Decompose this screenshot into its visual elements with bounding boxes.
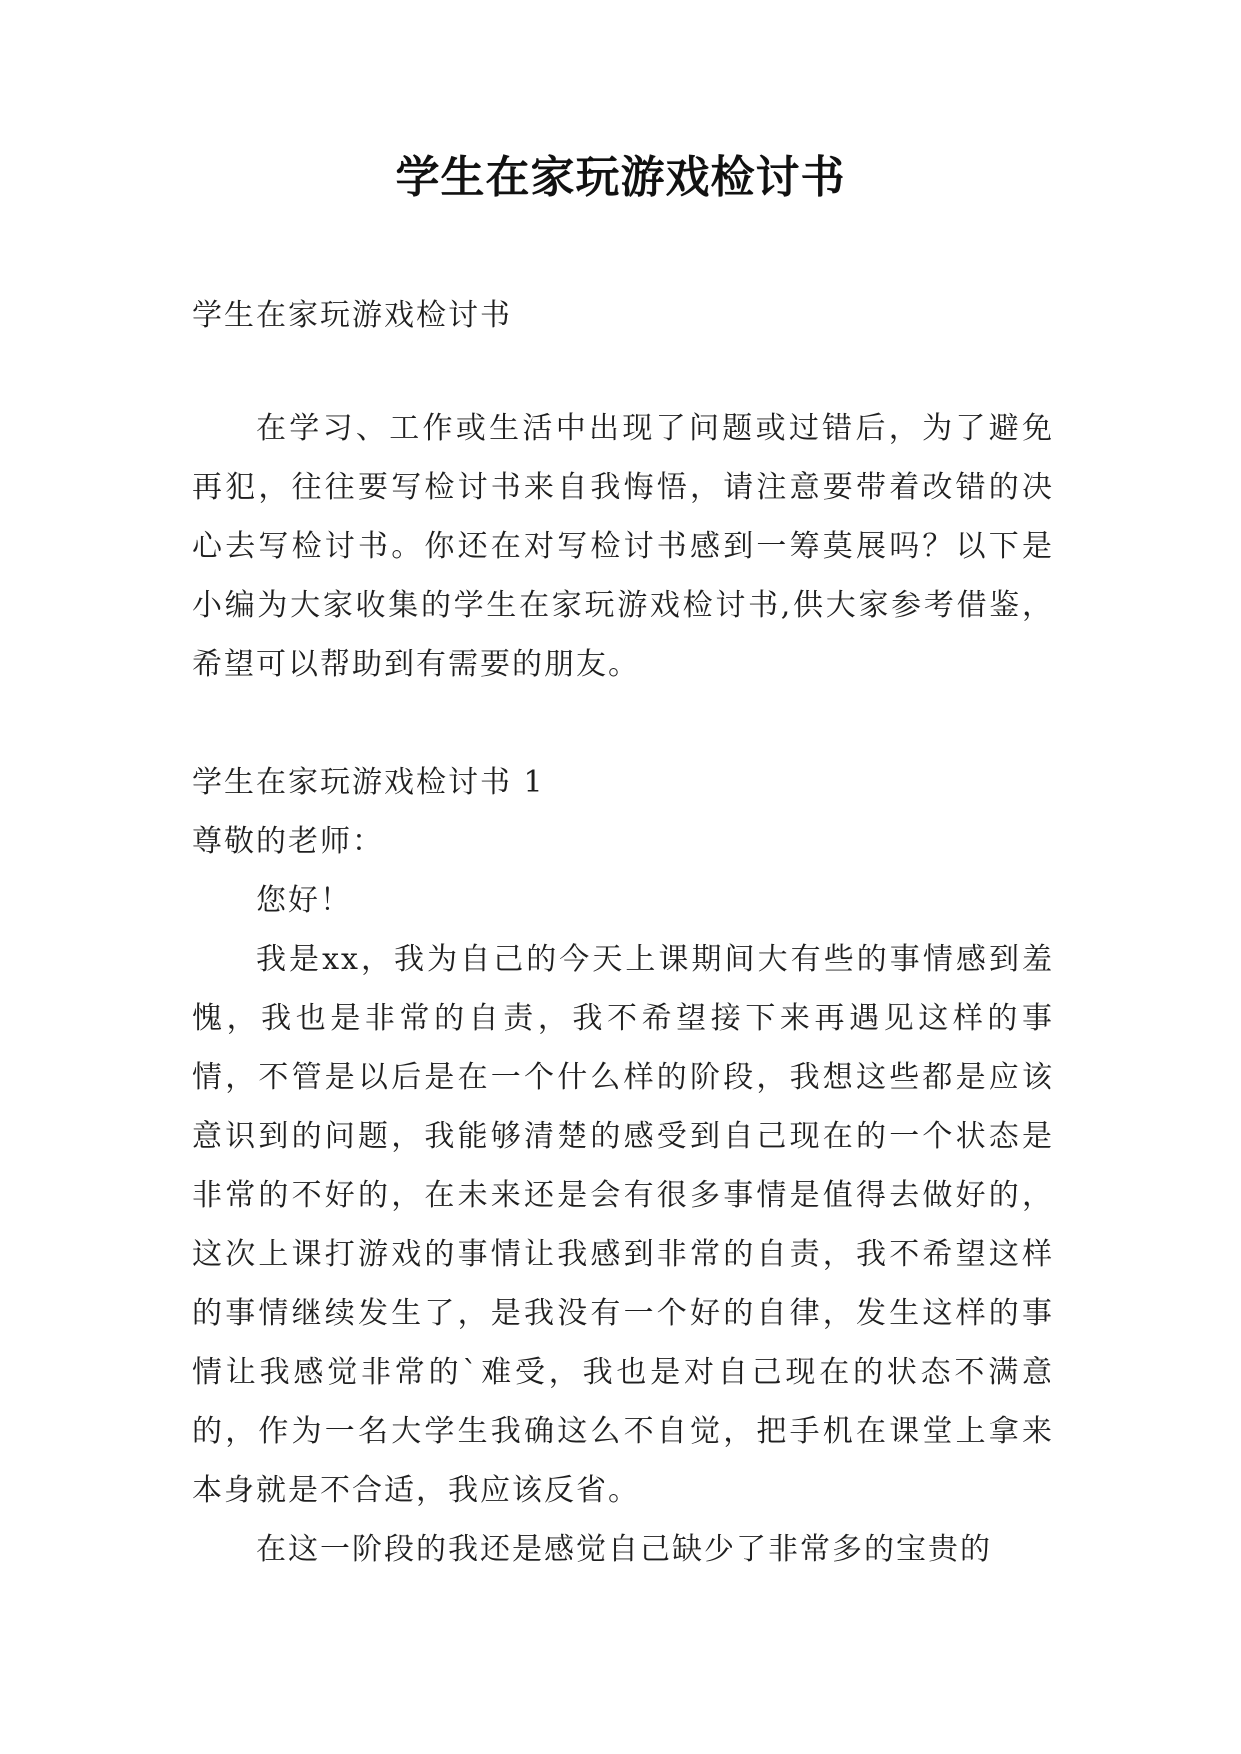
intro-block xyxy=(192,399,1054,694)
body-paragraph-2: 在这一阶段的我还是感觉自己缺少了非常多的宝贵的 xyxy=(256,1532,992,1567)
greeting: 您好！ xyxy=(256,883,352,918)
document-subtitle-block xyxy=(192,286,1054,345)
letter-section xyxy=(192,753,1054,1579)
document-title: 学生在家玩游戏检讨书 xyxy=(395,152,846,203)
salutation: 尊敬的老师： xyxy=(192,824,384,859)
document-subtitle: 学生在家玩游戏检讨书 xyxy=(192,298,512,333)
body-paragraph-1: 我是xx，我为自己的今天上课期间大有些的事情感到羞愧，我也是非常的自责，我不希望接下来再遇见这样的事情，不管是以后是在一个什么样的阶段，我想这些都是应该意识到的问题，我能够清楚的感受到自己现在的一个状态是非常的不好的，在未来还是会有很多事情是值得去做好的，这次上课打游戏的事情让我感到非常的自责，我不希望这样的事情继续发生了，是我没有一个好的自律，发生这样的事情让我感觉非常的`难受，我也是对自己现在的状态不满意的，作为一名大学生我确这么不自觉，把手机在课堂上拿来本身就是不合适，我应该反省。 xyxy=(192,942,1054,1508)
intro-paragraph: 在学习、工作或生活中出现了问题或过错后，为了避免再犯，往往要写检讨书来自我悔悟，请注意要带着改错的决心去写检讨书。你还在对写检讨书感到一筹莫展吗？以下是小编为大家收集的学生在家玩游戏检讨书,供大家参考借鉴，希望可以帮助到有需要的朋友。 xyxy=(192,411,1054,682)
section-heading: 学生在家玩游戏检讨书 1 xyxy=(192,765,545,800)
